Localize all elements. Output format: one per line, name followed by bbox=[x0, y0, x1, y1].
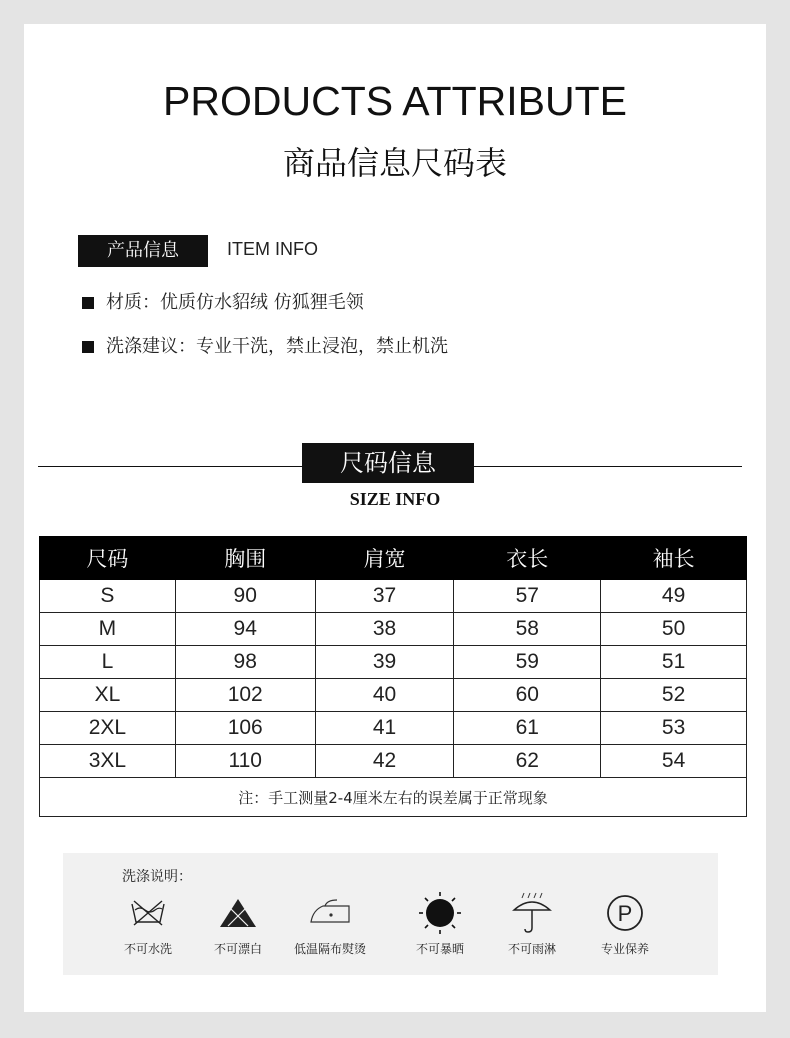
wash-item-label: 低温隔布熨烫 bbox=[293, 942, 366, 956]
column-header: 胸围 bbox=[175, 537, 315, 580]
table-row bbox=[40, 580, 747, 613]
table-cell: 41 bbox=[315, 712, 454, 745]
size-info-tag: 尺码信息 bbox=[302, 443, 474, 483]
divider-right bbox=[474, 466, 742, 467]
table-cell: 102 bbox=[175, 679, 315, 712]
bullet-square-icon bbox=[82, 297, 94, 309]
wash-item bbox=[580, 888, 670, 957]
page-title-en: PRODUCTS ATTRIBUTE bbox=[163, 78, 627, 124]
wash-item bbox=[395, 888, 485, 957]
wash-item-label: 不可漂白 bbox=[213, 942, 262, 956]
table-cell: 39 bbox=[315, 646, 454, 679]
table-cell: 110 bbox=[175, 745, 315, 778]
table-cell: 53 bbox=[601, 712, 747, 745]
table-cell: 58 bbox=[454, 613, 601, 646]
wash-item-label: 专业保养 bbox=[600, 942, 649, 956]
professional-care-icon bbox=[580, 888, 670, 938]
table-cell: 106 bbox=[175, 712, 315, 745]
no-sun-icon bbox=[395, 888, 485, 938]
wash-instructions-title: 洗涤说明： bbox=[122, 869, 192, 885]
table-row bbox=[40, 745, 747, 778]
table-cell: 98 bbox=[175, 646, 315, 679]
table-cell: 42 bbox=[315, 745, 454, 778]
bullet-square-icon bbox=[82, 341, 94, 353]
size-table bbox=[39, 536, 747, 817]
table-cell: 59 bbox=[454, 646, 601, 679]
svg-text:P: P bbox=[617, 901, 633, 926]
item-info-label: ITEM INFO bbox=[227, 239, 318, 259]
table-row bbox=[40, 646, 747, 679]
table-cell: 62 bbox=[454, 745, 601, 778]
washing-advice-line: 洗涤建议：专业干洗，禁止浸泡，禁止机洗 bbox=[82, 335, 448, 359]
table-cell: 51 bbox=[601, 646, 747, 679]
table-cell: 2XL bbox=[40, 712, 176, 745]
iron-low-icon bbox=[285, 888, 375, 938]
table-row bbox=[40, 712, 747, 745]
wash-item bbox=[103, 888, 193, 957]
table-cell: 90 bbox=[175, 580, 315, 613]
table-cell: 60 bbox=[454, 679, 601, 712]
table-cell: 57 bbox=[454, 580, 601, 613]
table-row bbox=[40, 679, 747, 712]
material-line: 材质：优质仿水貂绒 仿狐狸毛领 bbox=[82, 291, 364, 315]
wash-item bbox=[193, 888, 283, 957]
table-cell: 38 bbox=[315, 613, 454, 646]
table-cell: 3XL bbox=[40, 745, 176, 778]
table-cell: 37 bbox=[315, 580, 454, 613]
table-cell: 54 bbox=[601, 745, 747, 778]
wash-item bbox=[285, 888, 375, 957]
table-note: 注：手工测量2-4厘米左右的误差属于正常现象 bbox=[40, 778, 747, 817]
divider-left bbox=[38, 466, 303, 467]
table-cell: 49 bbox=[601, 580, 747, 613]
table-cell: M bbox=[40, 613, 176, 646]
table-cell: 94 bbox=[175, 613, 315, 646]
column-header: 肩宽 bbox=[315, 537, 454, 580]
wash-item-label: 不可水洗 bbox=[123, 942, 172, 956]
size-table-header bbox=[40, 537, 747, 580]
table-cell: 61 bbox=[454, 712, 601, 745]
table-cell: 52 bbox=[601, 679, 747, 712]
table-cell: S bbox=[40, 580, 176, 613]
table-row bbox=[40, 613, 747, 646]
table-cell: L bbox=[40, 646, 176, 679]
table-note-row bbox=[40, 778, 747, 817]
item-info-tag: 产品信息 bbox=[78, 235, 208, 267]
column-header: 衣长 bbox=[454, 537, 601, 580]
column-header: 袖长 bbox=[601, 537, 747, 580]
wash-item-label: 不可雨淋 bbox=[507, 942, 556, 956]
table-cell: 50 bbox=[601, 613, 747, 646]
table-cell: 40 bbox=[315, 679, 454, 712]
wash-item-label: 不可暴晒 bbox=[415, 942, 464, 956]
wash-item bbox=[487, 888, 577, 957]
page-title-cn: 商品信息尺码表 bbox=[282, 144, 507, 182]
no-wash-icon bbox=[103, 888, 193, 938]
no-bleach-icon bbox=[193, 888, 283, 938]
column-header: 尺码 bbox=[40, 537, 176, 580]
size-info-label: SIZE INFO bbox=[349, 489, 441, 509]
table-cell: XL bbox=[40, 679, 176, 712]
no-rain-icon bbox=[487, 888, 577, 938]
